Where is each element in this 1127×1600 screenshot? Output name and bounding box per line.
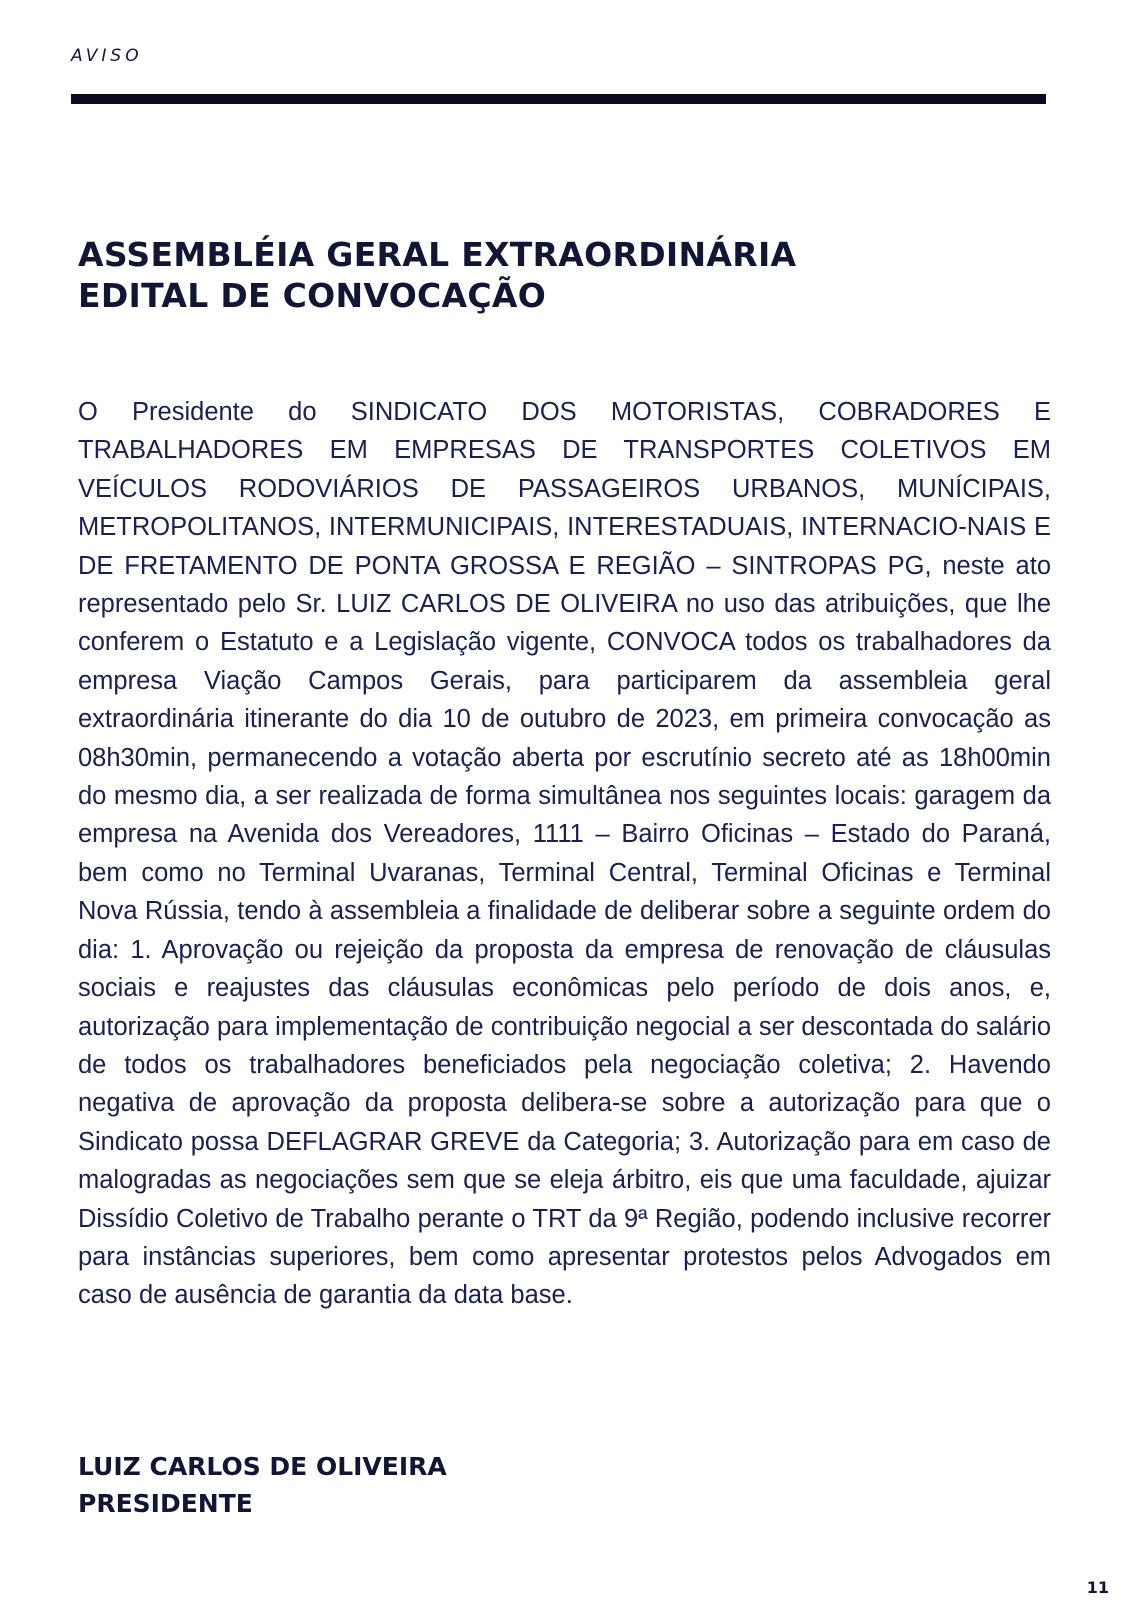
- header-divider: [71, 94, 1046, 104]
- title-line-2: EDITAL DE CONVOCAÇÃO: [78, 276, 547, 315]
- notice-body: O Presidente do SINDICATO DOS MOTORISTAS, COBRADORES E TRABALHADORES EM EMPRESAS DE TRANSPORTES COLETIVOS EM VEÍCULOS RODOVIÁRIOS DE PASSAGEIROS URBANOS, MUNÍCIPAIS, METROPOLITANOS, INTERMUNICIPAIS, INTERESTADUAIS, INTERNACIO-NAIS E DE FRETAMENTO DE PONTA GROSSA E REGIÃO – SINTROPAS PG, neste ato representado pelo Sr. LUIZ CARLOS DE OLIVEIRA no uso das atribuições, que lhe conferem o Estatuto e a Legislação vigente, CONVOCA todos os trabalhadores da empresa Viação Campos Gerais, para participarem da assembleia geral extraordinária itinerante do dia 10 de outubro de 2023, em primeira convocação as 08h30min, permanecendo a votação aberta por escrutínio secreto até as 18h00min do mesmo dia, a ser realizada de forma simultânea nos seguintes locais: garagem da empresa na Avenida dos Vereadores, 1111 – Bairro Oficinas – Estado do Paraná, bem como no Terminal Uvaranas, Terminal Central, Terminal Oficinas e Terminal Nova Rússia, tendo à assembleia a finalidade de deliberar sobre a seguinte ordem do dia: 1. Aprovação ou rejeição da proposta da empresa de renovação de cláusulas sociais e reajustes das cláusulas econômicas pelo período de dois anos, e, autorização para implementação de contribuição negocial a ser descontada do salário de todos os trabalhadores beneficiados pela negociação coletiva; 2. Havendo negativa de aprovação da proposta delibera-se sobre a autorização para que o Sindicato possa DEFLAGRAR GREVE da Categoria; 3. Autorização para em caso de malogradas as negociações sem que se eleja árbitro, eis que uma faculdade, ajuizar Dissídio Coletivo de Trabalho perante o TRT da 9ª Região, podendo inclusive recorrer para instâncias superiores, bem como apresentar protestos pelos Advogados em caso de ausência de garantia da data base.: [78, 398, 1051, 1310]
- document-title: [78, 234, 796, 316]
- signatory-role: PRESIDENTE: [78, 1489, 253, 1518]
- title-line-1: ASSEMBLÉIA GERAL EXTRAORDINÁRIA: [78, 235, 797, 274]
- section-label: AVISO: [71, 46, 143, 66]
- page-number: 11: [1086, 1578, 1109, 1597]
- signature-block: [78, 1448, 447, 1522]
- signatory-name: LUIZ CARLOS DE OLIVEIRA: [78, 1452, 447, 1481]
